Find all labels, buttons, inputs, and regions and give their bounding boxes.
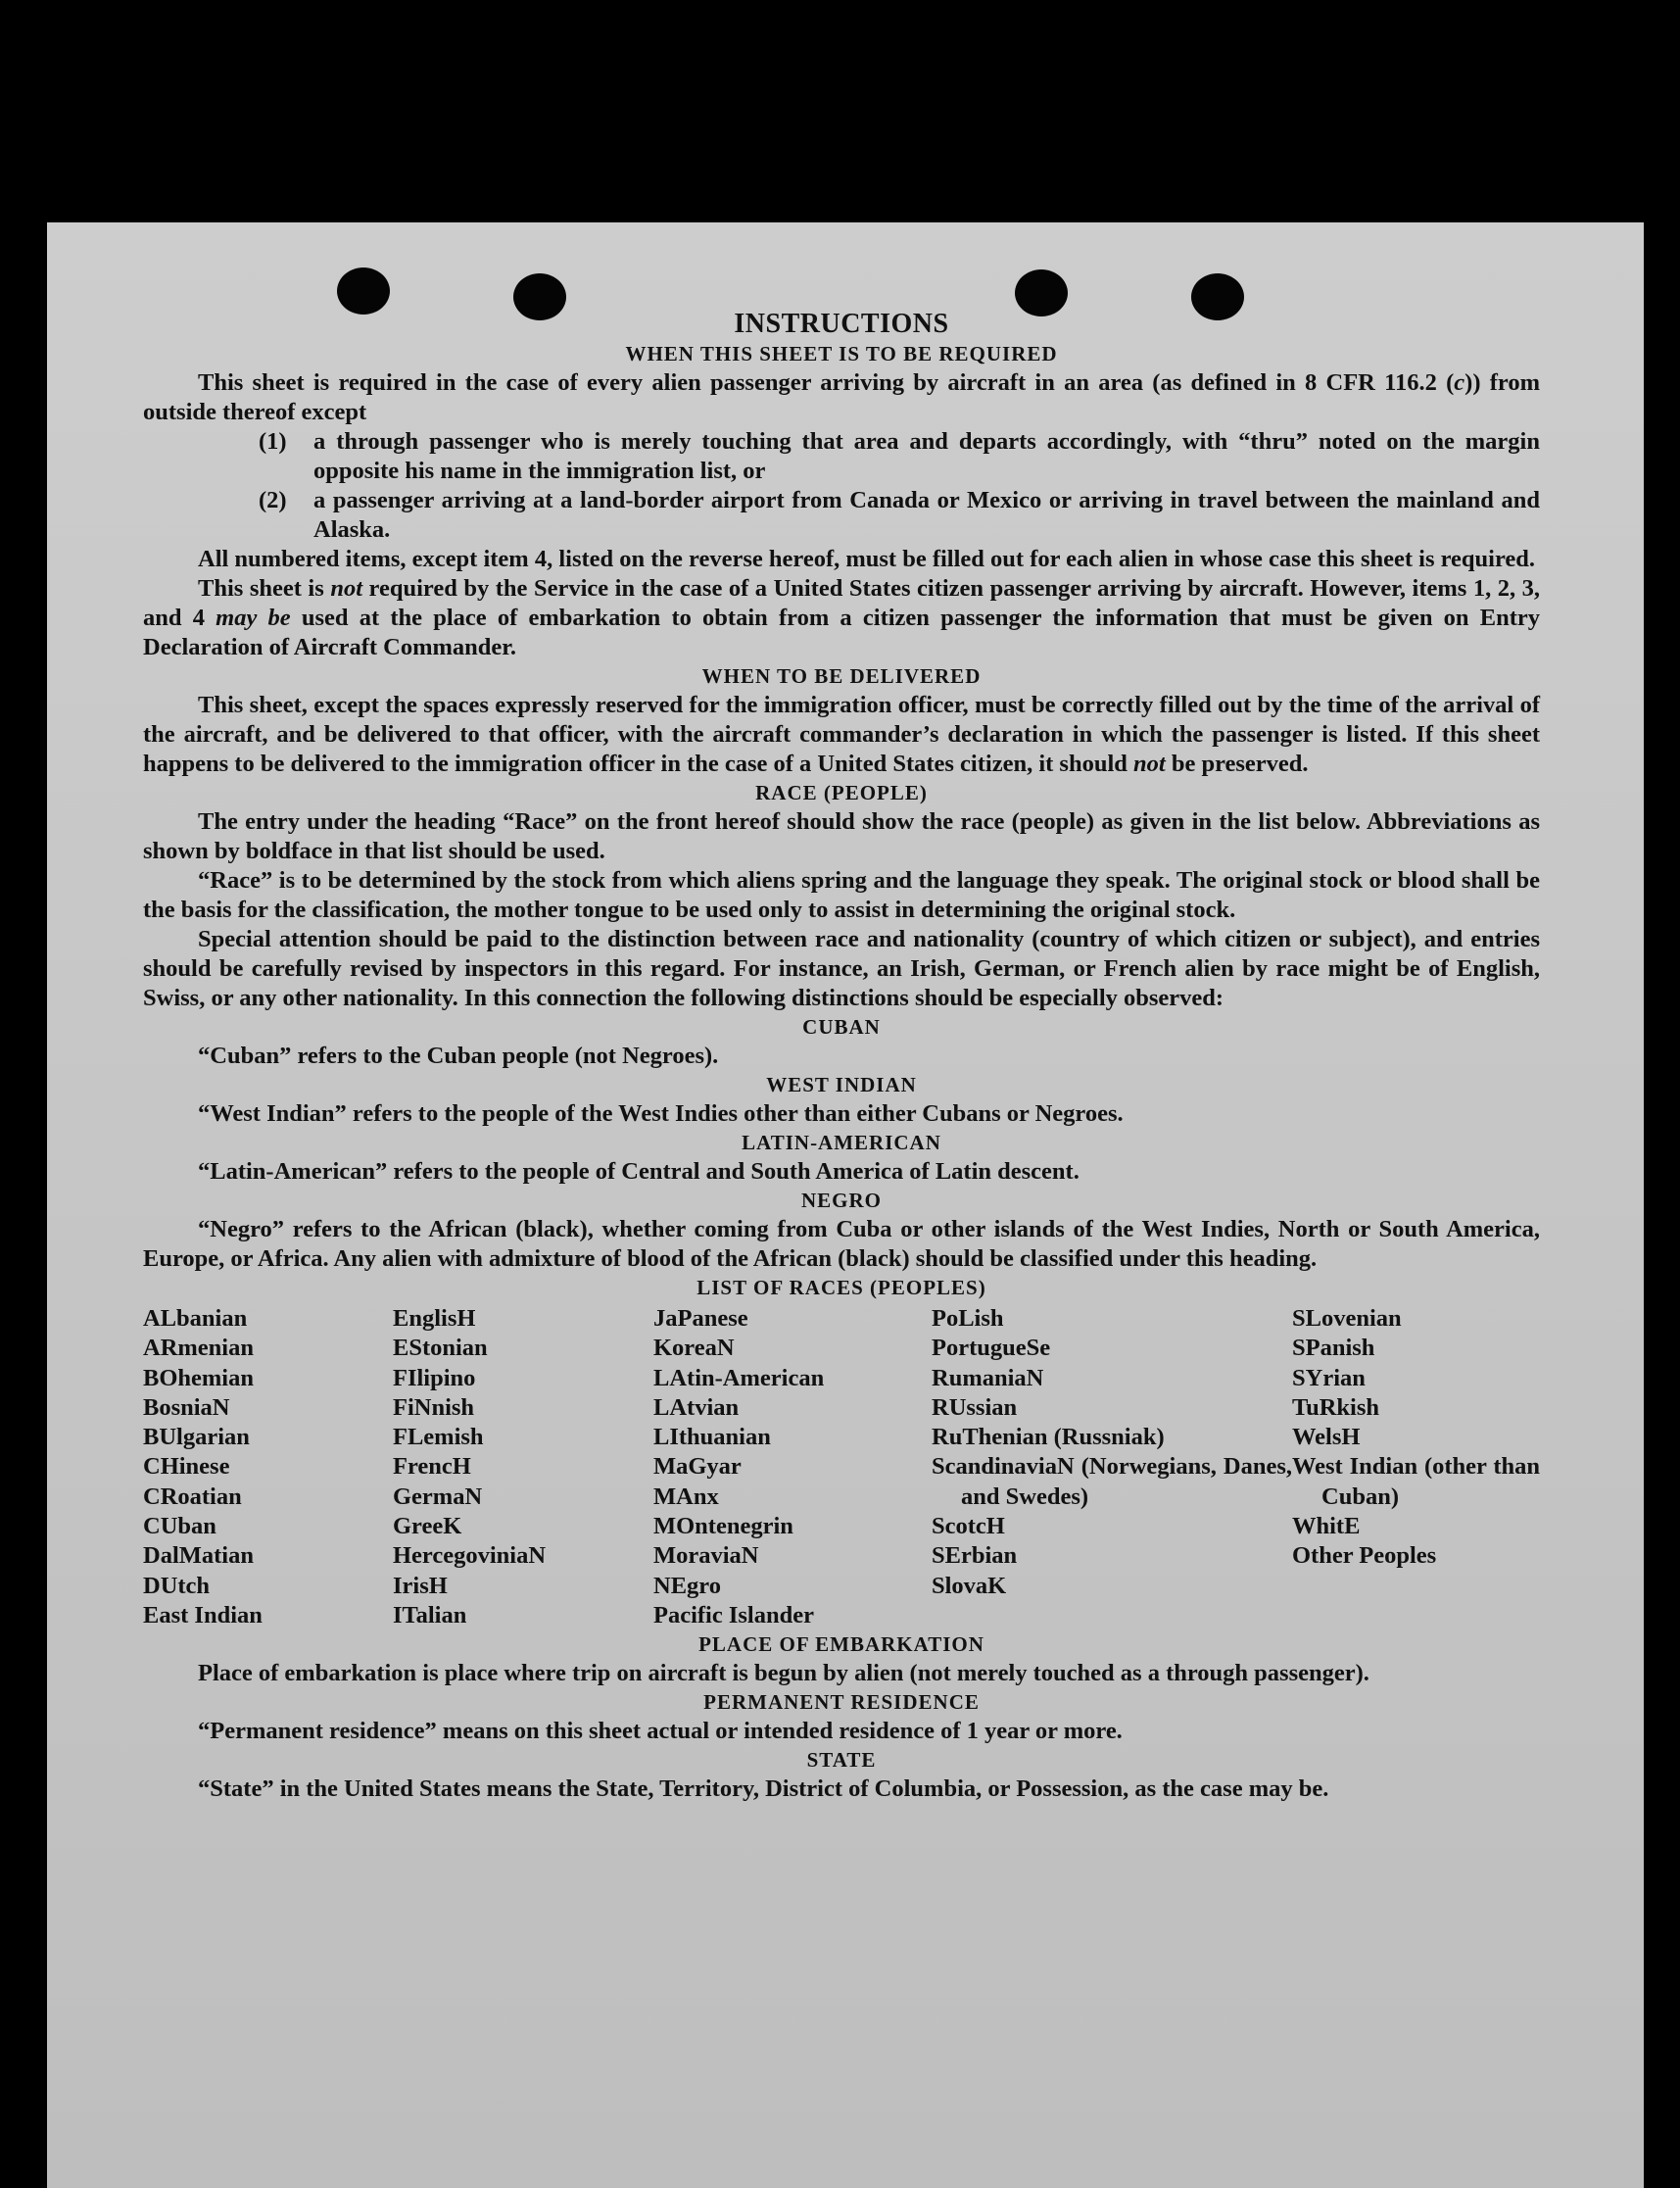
races-column-2	[393, 1304, 653, 1630]
race-item: LIthuanian	[653, 1424, 771, 1451]
race-item: FrencH	[393, 1453, 471, 1481]
race-item: FLemish	[393, 1424, 484, 1451]
paragraph: “Latin-American” refers to the people of Central and South America of Latin descent.	[198, 1158, 1080, 1185]
paragraph: This sheet is not required by the Service in the case of a United States citizen passenger arriving by aircraft. However, items 1, 2, 3, and 4 may be used at the place of embarkation to obtain from a citizen passenger the information that must be given on Entry Declaration of Aircraft Commander.	[143, 575, 1541, 660]
race-item: CHinese	[143, 1453, 230, 1481]
race-item: SlovaK	[932, 1572, 1007, 1599]
races-list	[143, 1304, 1540, 1630]
section-heading-negro: NEGRO	[800, 1189, 882, 1212]
race-item: MoraviaN	[653, 1542, 759, 1570]
races-column-5	[1292, 1304, 1540, 1630]
race-item: BOhemian	[143, 1364, 254, 1391]
race-item: Other Peoples	[1292, 1542, 1437, 1570]
section-heading-latin-american: LATIN-AMERICAN	[742, 1131, 941, 1154]
section-heading-embarkation: PLACE OF EMBARKATION	[698, 1632, 984, 1657]
race-item: MaGyar	[653, 1453, 742, 1481]
race-item: LAtvian	[653, 1393, 740, 1421]
paragraph: The entry under the heading “Race” on the front hereof should show the race (people) as given in the list below. Abbreviations as shown by boldface in that list should be used.	[143, 808, 1540, 864]
race-item: SErbian	[932, 1542, 1018, 1570]
races-column-1	[143, 1304, 393, 1630]
race-item: ARmenian	[143, 1335, 254, 1362]
paragraph: “Permanent residence” means on this sheet actual or intended residence of 1 year or more.	[198, 1718, 1123, 1745]
race-item: RuThenian (Russniak)	[932, 1424, 1165, 1451]
list-item: (1) a through passenger who is merely touching that area and departs accordingly, with “thru” noted on the margin opposite his name in the immigration list, or	[259, 428, 1540, 484]
race-item: SYrian	[1292, 1364, 1366, 1391]
section-heading-races-list: LIST OF RACES (PEOPLES)	[696, 1276, 986, 1299]
race-item: KoreaN	[653, 1335, 735, 1362]
paragraph: Place of embarkation is place where trip on aircraft is begun by alien (not merely touched as a through passenger).	[198, 1660, 1369, 1687]
paragraph: “Negro” refers to the African (black), whether coming from Cuba or other islands of the West Indies, North or South America, Europe, or Africa. Any alien with admixture of blood of the African (black) should be classified under this heading.	[143, 1216, 1540, 1272]
race-item: MOntenegrin	[653, 1513, 793, 1540]
paragraph: This sheet, except the spaces expressly reserved for the immigration officer, must be correctly filled out by the time of the arrival of the aircraft, and be delivered to that officer, with the aircraft commander’s declaration in which the passenger is listed. If this sheet happens to be delivered to the immigration officer in the case of a United States citizen, it should not be preserved.	[143, 692, 1540, 777]
race-item: GermaN	[393, 1483, 483, 1510]
section-heading-cuban: CUBAN	[802, 1015, 881, 1039]
race-item: PoLish	[932, 1305, 1004, 1332]
race-item: IrisH	[393, 1572, 448, 1599]
race-item: ITalian	[393, 1601, 467, 1629]
paragraph: “West Indian” refers to the people of the West Indies other than either Cubans or Negroes.	[198, 1100, 1124, 1127]
page-title: INSTRUCTIONS	[734, 309, 949, 339]
section-heading-permanent-residence: PERMANENT RESIDENCE	[703, 1690, 980, 1715]
race-item: EStonian	[393, 1335, 488, 1362]
race-item: BosniaN	[143, 1393, 230, 1421]
race-item: FIlipino	[393, 1364, 476, 1391]
race-item: BUlgarian	[143, 1424, 250, 1451]
race-item: LAtin-American	[653, 1364, 825, 1391]
paragraph: “Race” is to be determined by the stock from which aliens spring and the language they speak. The original stock or blood shall be the basis for the classification, the mother tongue to be used only to assist in determining the original stock.	[143, 867, 1540, 923]
section-heading-delivered: WHEN TO BE DELIVERED	[701, 664, 982, 688]
race-item: SLovenian	[1292, 1305, 1402, 1332]
race-item: TuRkish	[1292, 1393, 1380, 1421]
race-item: SPanish	[1292, 1335, 1375, 1362]
race-item: RumaniaN	[932, 1364, 1044, 1391]
race-item: ALbanian	[143, 1305, 248, 1332]
section-heading-west-indian: WEST INDIAN	[766, 1073, 917, 1096]
race-item: ScotcH	[932, 1513, 1005, 1540]
section-heading-state: STATE	[806, 1748, 877, 1773]
paragraph: All numbered items, except item 4, listed on the reverse hereof, must be filled out for each alien in whose case this sheet is required.	[198, 546, 1536, 572]
races-column-4	[932, 1304, 1292, 1630]
race-item: DUtch	[143, 1572, 211, 1599]
section-heading-race: RACE (PEOPLE)	[755, 781, 928, 804]
race-item: JaPanese	[653, 1305, 748, 1332]
race-item: FiNnish	[393, 1393, 475, 1421]
race-item: WhitE	[1292, 1513, 1361, 1540]
race-item: Pacific Islander	[653, 1601, 814, 1629]
paragraph: This sheet is required in the case of every alien passenger arriving by aircraft in an area (as defined in 8 CFR 116.2 (c)) from outside thereof except	[143, 369, 1540, 425]
race-item: CUban	[143, 1513, 216, 1540]
race-item: EnglisH	[393, 1305, 476, 1332]
race-item: West Indian (other than Cuban)	[1292, 1453, 1540, 1510]
section-heading-required: WHEN THIS SHEET IS TO BE REQUIRED	[625, 342, 1058, 365]
paragraph: “State” in the United States means the State, Territory, District of Columbia, or Possession, as the case may be.	[198, 1775, 1329, 1803]
race-item: GreeK	[393, 1513, 462, 1540]
paragraph: “Cuban” refers to the Cuban people (not Negroes).	[198, 1043, 719, 1069]
form-sheet	[47, 222, 1644, 2188]
race-item: WelsH	[1292, 1424, 1361, 1451]
race-item: MAnx	[653, 1483, 719, 1510]
race-item: RUssian	[932, 1393, 1018, 1421]
race-item: NEgro	[653, 1572, 721, 1599]
race-item: CRoatian	[143, 1483, 242, 1510]
punch-hole	[337, 267, 390, 315]
paragraph: Special attention should be paid to the distinction between race and nationality (country of which citizen or subject), and entries should be carefully revised by inspectors in this regard. For instance, an Irish, German, or French alien by race might be of English, Swiss, or any other nationality. In this connection the following distinctions should be especially observed:	[143, 926, 1540, 1011]
instructions-body	[143, 309, 1540, 1804]
race-item: DalMatian	[143, 1542, 254, 1570]
race-item: East Indian	[143, 1601, 263, 1629]
race-item: ScandinaviaN (Norwegians, Danes, and Swedes)	[932, 1453, 1292, 1510]
race-item: PortugueSe	[932, 1335, 1051, 1362]
list-item: (2) a passenger arriving at a land-border airport from Canada or Mexico or arriving in travel between the mainland and Alaska.	[259, 487, 1540, 543]
race-item: HercegoviniaN	[393, 1542, 547, 1570]
races-column-3	[653, 1304, 932, 1630]
